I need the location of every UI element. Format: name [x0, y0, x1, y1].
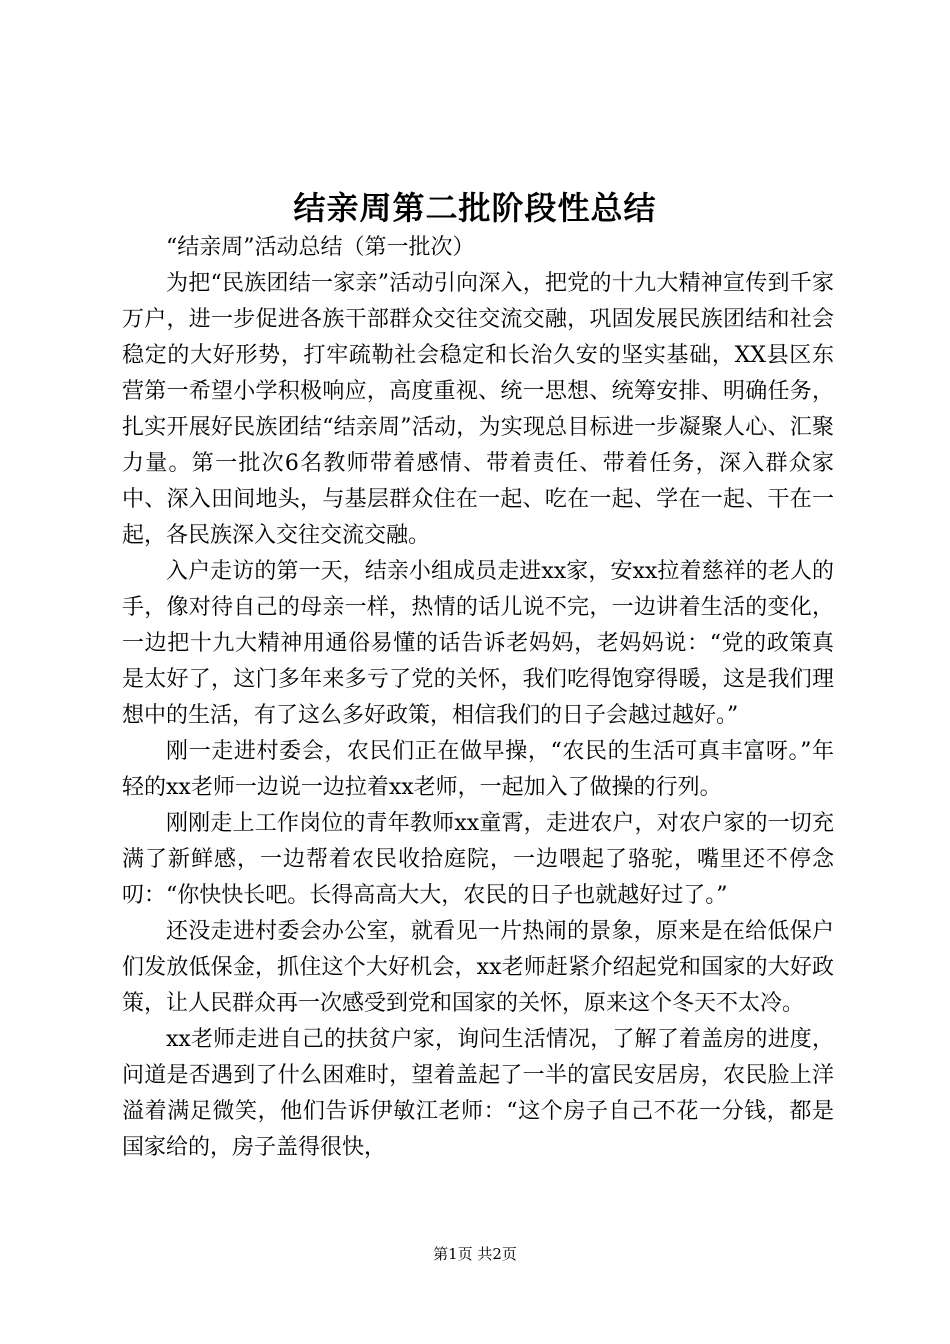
body-paragraph: 为把“民族团结一家亲”活动引向深入，把党的十九大精神宣传到千家万户，进一步促进各族干部群众交往交流交融，巩固发展民族团结和社会稳定的大好形势，打牢疏勒社会稳定和长治久安的坚实基础，XX县区东营第一希望小学积极响应，高度重视、统一思想、统筹安排、明确任务，扎实开展好民族团结“结亲周”活动，为实现总目标进一步凝聚人心、汇聚力量。第一批次6名教师带着感情、带着责任、带着任务，深入群众家中、深入田间地头，与基层群众住在一起、吃在一起、学在一起、干在一起，各民族深入交往交流交融。: [122, 271, 834, 548]
document-body: [122, 230, 834, 1166]
page-footer: 第1页 共2页: [433, 1245, 517, 1263]
document-title: 结亲周第二批阶段性总结: [293, 189, 657, 227]
body-paragraph: 刚刚走上工作岗位的青年教师xx童霄，走进农户，对农户家的一切充满了新鲜感，一边帮着农民收拾庭院，一边喂起了骆驼，嘴里还不停念叨：“你快快长吧。长得高高大大，农民的日子也就越好过了。”: [122, 811, 834, 908]
body-paragraph: xx老师走进自己的扶贫户家，询问生活情况，了解了着盖房的进度，问道是否遇到了什么困难时，望着盖起了一半的富民安居房，农民脸上洋溢着满足微笑，他们告诉伊敏江老师：“这个房子自己不花一分钱，都是国家给的，房子盖得很快，: [122, 1027, 834, 1160]
subtitle-paragraph: “结亲周”活动总结（第一批次）: [166, 235, 475, 260]
body-paragraph: 还没走进村委会办公室，就看见一片热闹的景象，原来是在给低保户们发放低保金，抓住这个大好机会，xx老师赶紧介绍起党和国家的大好政策，让人民群众再一次感受到党和国家的关怀，原来这个冬天不太冷。: [122, 919, 834, 1016]
body-paragraph: 入户走访的第一天，结亲小组成员走进xx家，安xx拉着慈祥的老人的手，像对待自己的母亲一样，热情的话儿说不完，一边讲着生活的变化，一边把十九大精神用通俗易懂的话告诉老妈妈，老妈妈说：“党的政策真是太好了，这门多年来多亏了党的关怀，我们吃得饱穿得暖，这是我们理想中的生活，有了这么多好政策，相信我们的日子会越过越好。”: [122, 559, 834, 728]
body-paragraph: 刚一走进村委会，农民们正在做早操，“农民的生活可真丰富呀。”年轻的xx老师一边说一边拉着xx老师，一起加入了做操的行列。: [122, 739, 834, 800]
